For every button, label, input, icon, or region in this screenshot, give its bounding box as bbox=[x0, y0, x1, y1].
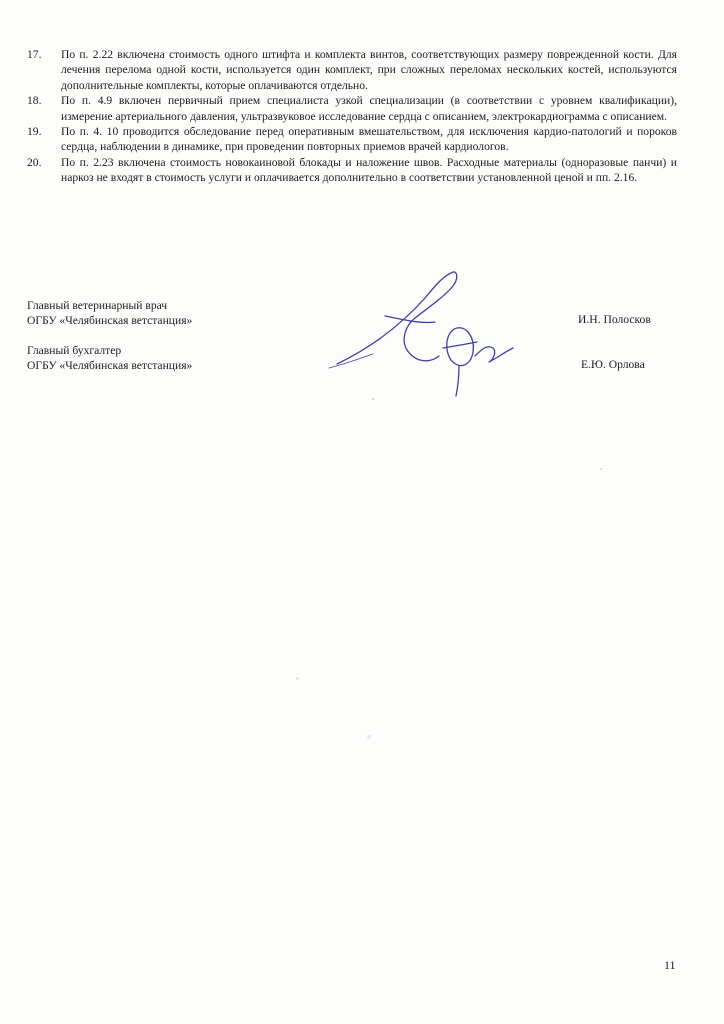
vet-org: ОГБУ «Челябинская ветстанция» bbox=[27, 314, 193, 328]
note-text: По п. 2.23 включена стоимость новокаиновой блокады и наложение швов. Расходные материалы (одноразовые панчи) и наркоз не входят в стоимость услуги и оплачивается дополнительно в соответствии установленной ценой и пп. 2.16. bbox=[61, 155, 677, 185]
notes-list bbox=[27, 47, 677, 186]
scan-speck bbox=[372, 398, 374, 400]
note-number: 18. bbox=[27, 94, 42, 108]
handwritten-signature bbox=[325, 268, 535, 403]
note-text: По п. 2.22 включена стоимость одного штифта и комплекта винтов, соответствующих размеру поврежденной кости. Для лечения перелома одной кости, используется один комплект, при сложных переломах нескольких костей, используются дополнительные комплекты, которые оплачиваются отдельно. bbox=[61, 48, 677, 92]
vet-title: Главный ветеринарный врач bbox=[27, 299, 168, 312]
note-item bbox=[27, 155, 677, 186]
scan-speck bbox=[600, 468, 602, 470]
page-number: 11 bbox=[664, 958, 676, 972]
note-number: 17. bbox=[27, 48, 42, 61]
accountant-signatory-block bbox=[27, 343, 192, 374]
vet-signatory-block bbox=[27, 298, 192, 329]
note-item bbox=[27, 93, 677, 124]
note-text: По п. 4. 10 проводится обследование перед оперативным вмешательством, для исключения кардио-патологий и пороков сердца, наблюдении в динамике, при проведении повторных приемов врачей кардиологов. bbox=[61, 125, 677, 154]
accountant-org: ОГБУ «Челябинская ветстанция» bbox=[27, 359, 193, 373]
scan-speck bbox=[367, 735, 371, 739]
accountant-name: Е.Ю. Орлова bbox=[581, 358, 645, 371]
accountant-title: Главный бухгалтер bbox=[27, 344, 122, 357]
note-number: 20. bbox=[27, 155, 42, 169]
note-item bbox=[27, 124, 677, 155]
note-item bbox=[27, 47, 677, 93]
vet-name: И.Н. Полосков bbox=[578, 313, 651, 326]
note-text: По п. 4.9 включен первичный прием специалиста узкой специализации (в соответствии с уровнем квалификации), измерение артериального давления, ультразвуковое исследование сердца с описанием, электрокардиограмма с описанием. bbox=[61, 94, 677, 123]
note-number: 19. bbox=[27, 125, 42, 139]
scan-speck bbox=[296, 677, 299, 680]
